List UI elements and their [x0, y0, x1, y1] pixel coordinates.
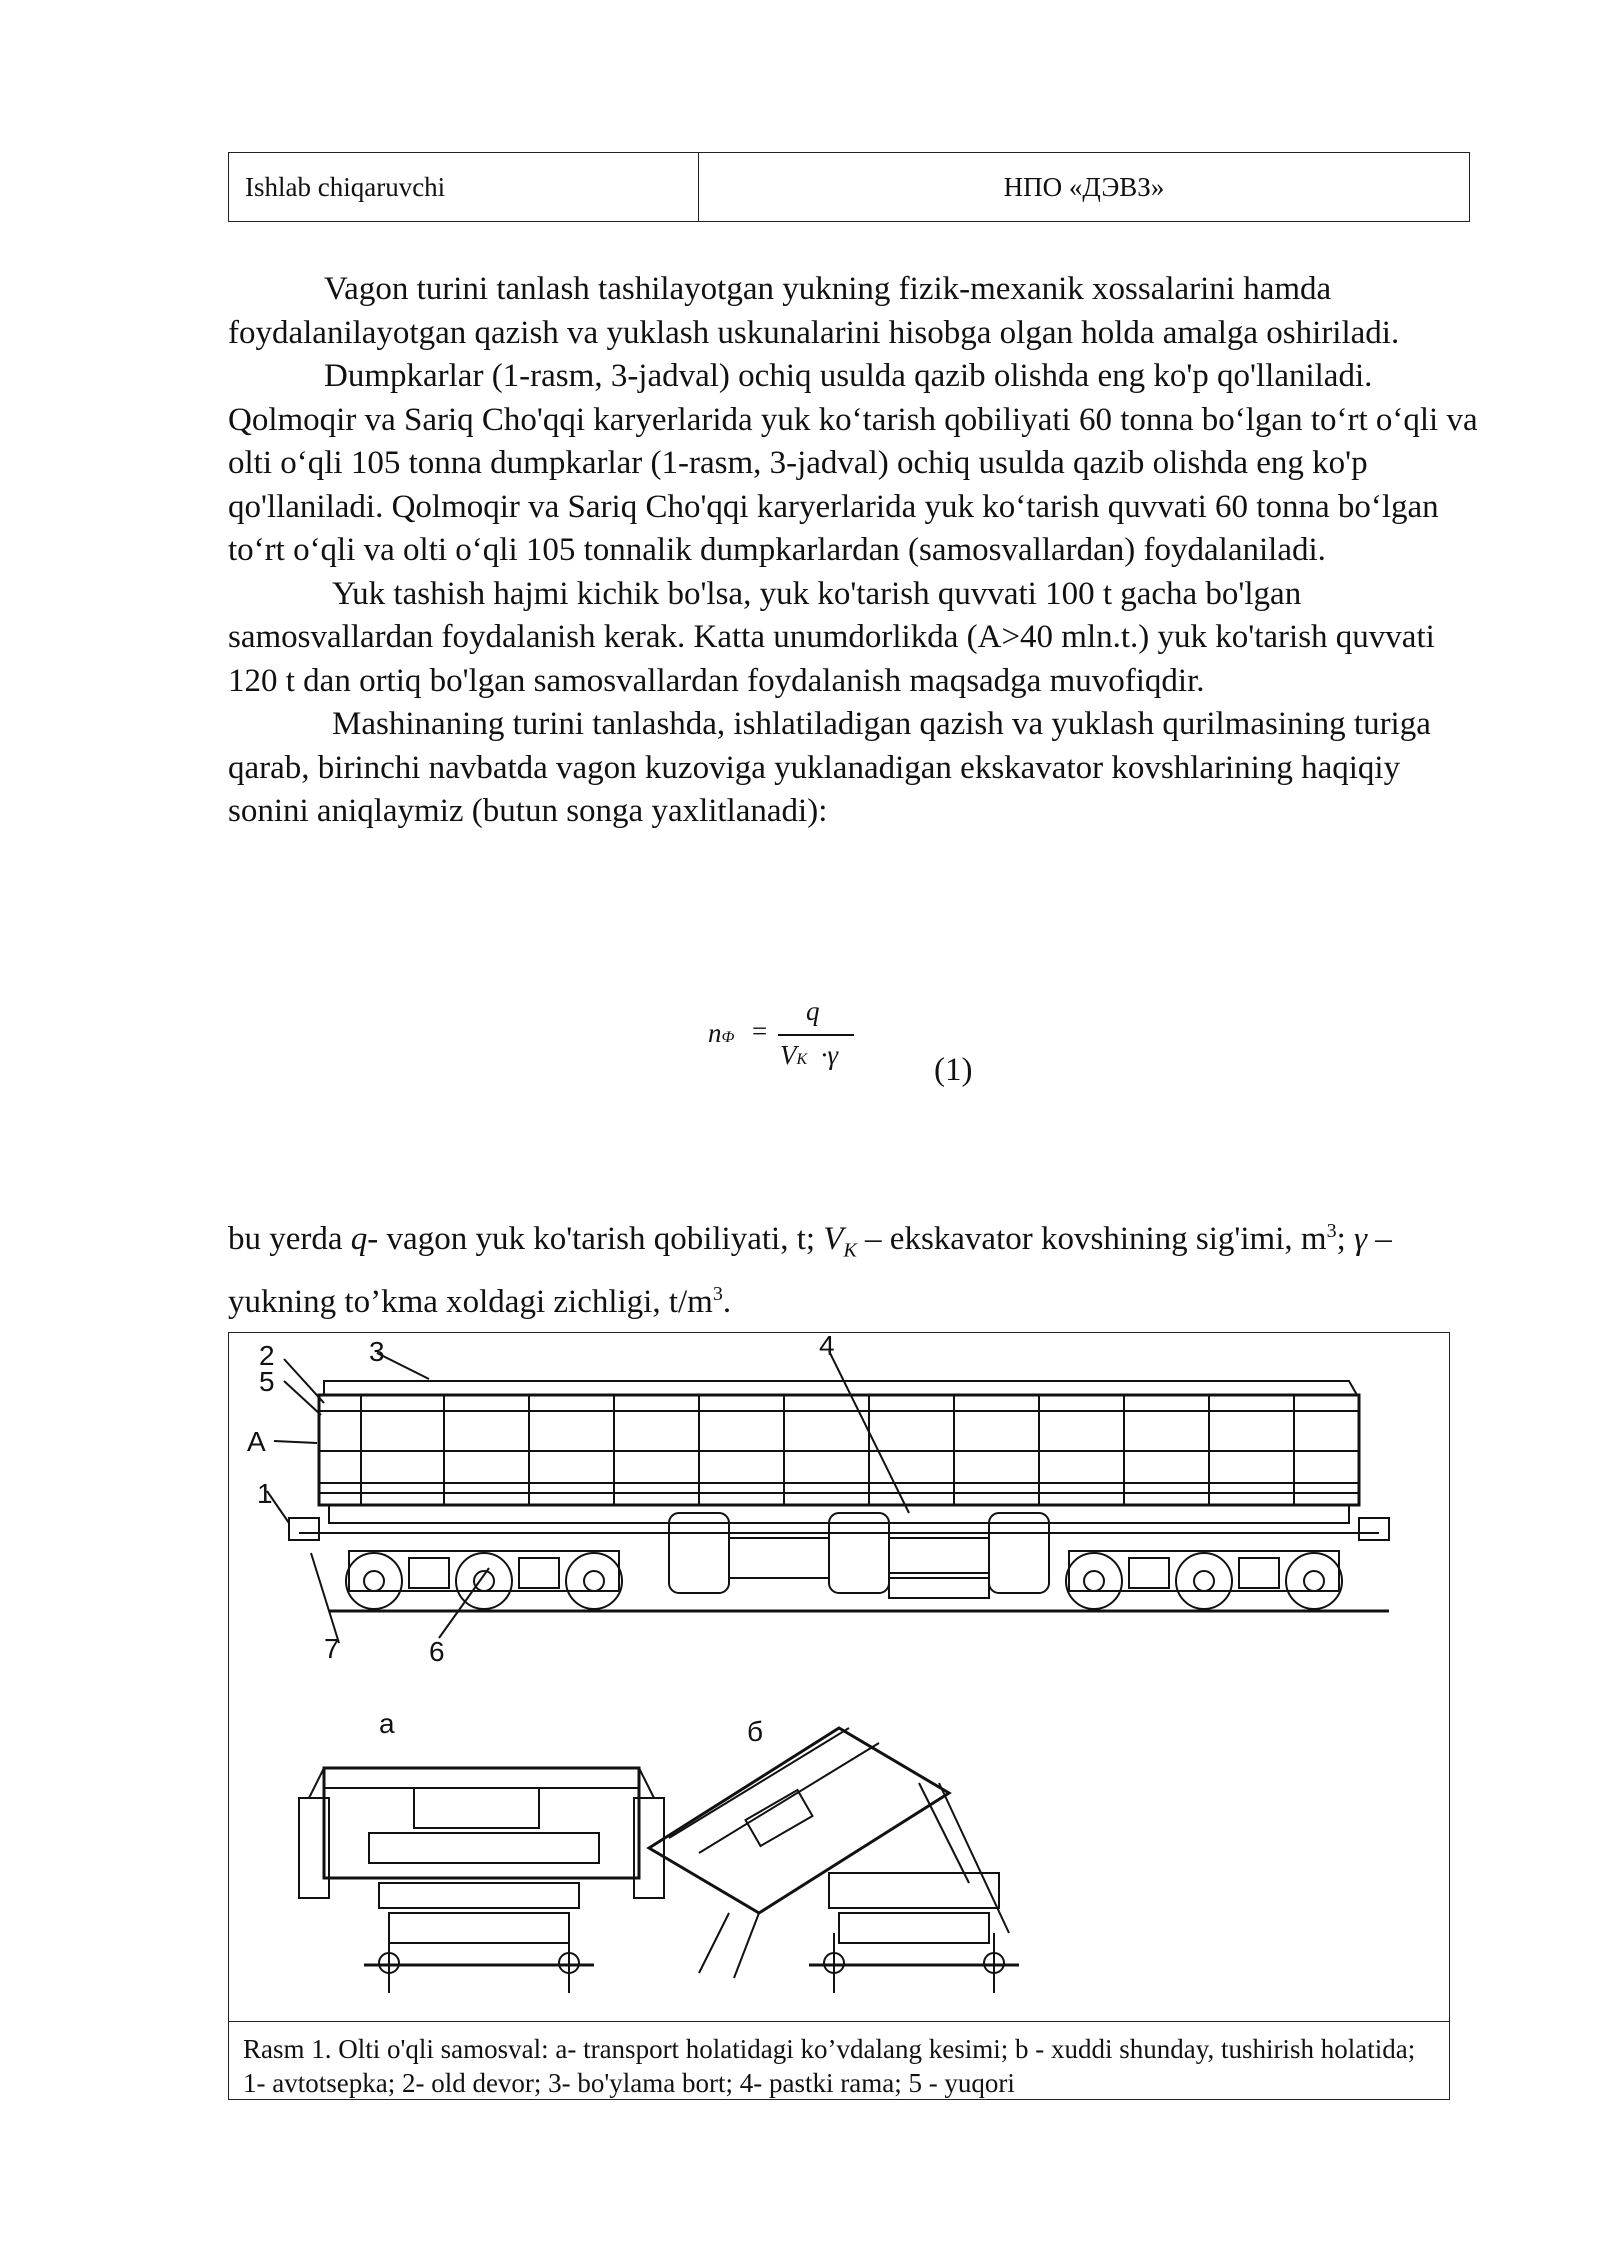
variable-definitions: bu yerda q- vagon yuk ko'tarish qobiliyati, t; $V_K$ – ekskavator kovshining sig'imi, $m^3$; γ – yukning to’kma xoldagi zichligi, $t/m^3$. — [228, 1220, 1392, 1321]
paragraph-1: Vagon turini tanlash tashilayotgan yukning fizik-mexanik xossalarini hamda foydalanilayotgan qazish va yuklash uskunalarini hisobga olgan holda amalga oshiriladi. — [228, 271, 1400, 351]
header-table — [228, 152, 1470, 222]
label-7: 7 — [324, 1633, 340, 1664]
paragraph-2: Dumpkarlar (1-rasm, 3-jadval) ochiq usulda qazib olishda eng ko'p qo'llaniladi. Qolmoqir va Sariq Cho'qqi karyerlarida yuk ko‘tarish qobiliyati 60 tonna bo‘lgan to‘rt o‘qli va olti o‘qli 105 tonna dumpkarlar (1-rasm, 3-jadval) ochiq usulda qazib olishda eng ko'p qo'llaniladi. Qolmoqir va Sariq Cho'qqi karyerlarida yuk ko‘tarish quvvati 60 tonna bo‘lgan to‘rt o‘qli va olti o‘qli 105 tonnalik dumpkarlardan (samosvallardan) foydalaniladi. — [228, 358, 1478, 568]
side-view — [267, 1351, 1389, 1643]
formula-fraction-bar — [778, 1034, 854, 1036]
label-b: б — [747, 1716, 764, 1747]
header-cell-manufacturer-value: НПО «ДЭВЗ» — [1003, 171, 1165, 202]
equation-number: (1) — [934, 1052, 973, 1088]
header-cell-manufacturer-label: Ishlab chiqaruvchi — [229, 153, 699, 221]
label-5: 5 — [259, 1366, 275, 1397]
formula-denominator: VK ·γ — [780, 1040, 839, 1070]
label-6: 6 — [429, 1636, 445, 1667]
label-a: а — [379, 1708, 395, 1739]
figure-dump-car — [228, 1332, 1450, 2100]
label-3: 3 — [369, 1336, 385, 1367]
paragraph-3: Yuk tashish hajmi kichik bo'lsa, yuk ko'tarish quvvati 100 t gacha bo'lgan samosvallardan foydalanish kerak. Katta unumdorlikda (A>40 mln.t.) yuk ko'tarish quvvati 120 t dan ortiq bo'lgan samosvallardan foydalanish maqsadga muvofiqdir. — [228, 575, 1435, 699]
formula-lhs: nФ — [708, 1018, 735, 1048]
label-2: 2 — [259, 1340, 275, 1371]
body-text — [228, 268, 1478, 834]
paragraph-4: Mashinaning turini tanlashda, ishlatiladigan qazish va yuklash qurilmasining turiga qarab, birinchi navbatda vagon kuzoviga yuklanadigan ekskavator kovshlarining haqiqiy sonini aniqlaymiz (butun songa yaxlitlanadi): — [228, 706, 1431, 829]
section-view-b — [649, 1728, 1019, 1993]
label-1: 1 — [257, 1478, 273, 1509]
section-view-a — [299, 1768, 664, 1993]
label-4: 4 — [819, 1333, 835, 1361]
dump-car-drawing — [229, 1333, 1449, 2021]
label-A: A — [247, 1426, 266, 1457]
figure-caption: Rasm 1. Olti o'qli samosval: a- transport holatidagi ko’vdalang kesimi; b - xuddi shunday, tushirish holatida; 1- avtotsepka; 2- old devor; 3- bo'ylama bort; 4- pastki rama; 5 - yuqori — [229, 2021, 1449, 2101]
formula-numerator: q — [806, 996, 820, 1026]
formula-equals: = — [752, 1016, 768, 1046]
